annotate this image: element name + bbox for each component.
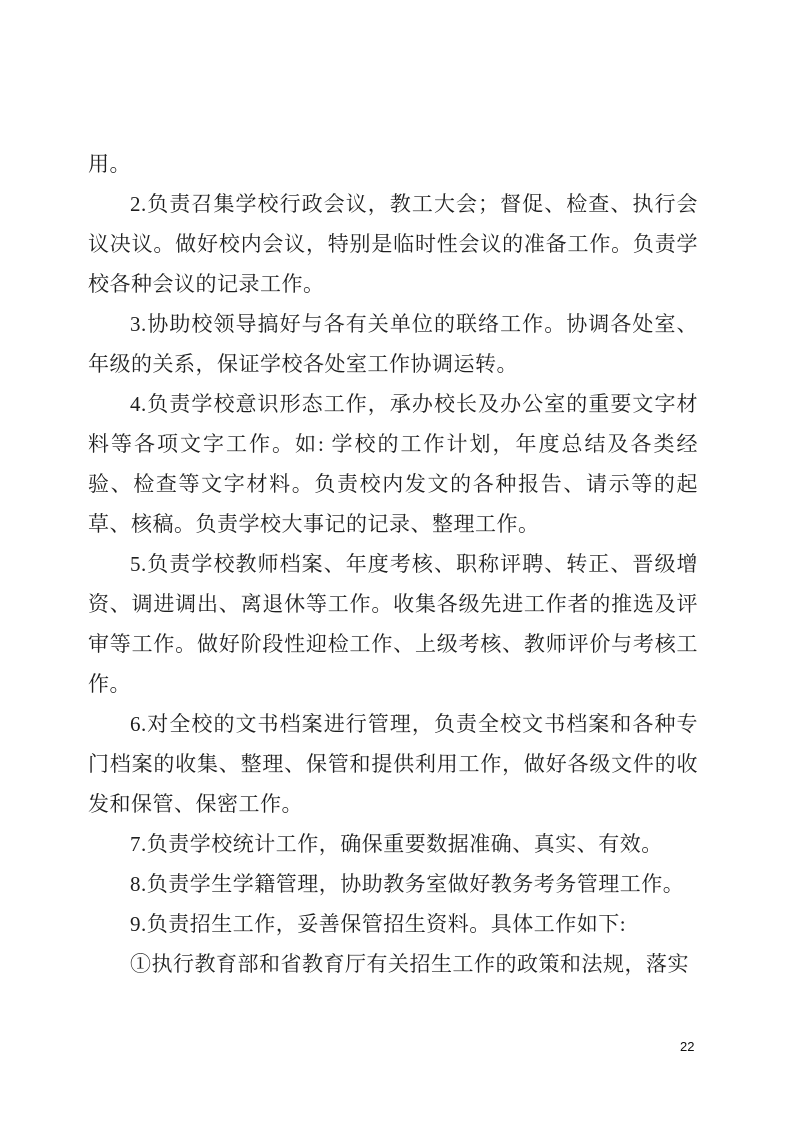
page-number: 22 [680, 1039, 695, 1054]
paragraph: 用。 [88, 152, 131, 176]
paragraph: 8.负责学生学籍管理，协助教务室做好教务考务管理工作。 [130, 872, 685, 896]
paragraph: 6.对全校的文书档案进行管理，负责全校文书档案和各种专门档案的收集、整理、保管和提供利用工作，做好各级文件的收发和保管、保密工作。 [88, 712, 698, 816]
paragraph: 4.负责学校意识形态工作，承办校长及办公室的重要文字材料等各项文字工作。如: 学校的工作计划，年度总结及各类经验、检查等文字材料。负责校内发文的各种报告、请示等的起草、核稿。负责学校大事记的记录、整理工作。 [88, 392, 698, 536]
paragraph: ①执行教育部和省教育厅有关招生工作的政策和法规，落实 [130, 952, 689, 976]
paragraph: 5.负责学校教师档案、年度考核、职称评聘、转正、晋级增资、调进调出、离退休等工作。收集各级先进工作者的推选及评审等工作。做好阶段性迎检工作、上级考核、教师评价与考核工作。 [88, 552, 698, 696]
paragraph: 3.协助校领导搞好与各有关单位的联络工作。协调各处室、年级的关系，保证学校各处室工作协调运转。 [88, 312, 698, 376]
paragraph: 7.负责学校统计工作，确保重要数据准确、真实、有效。 [130, 832, 663, 856]
paragraph: 9.负责招生工作，妥善保管招生资料。具体工作如下: [130, 912, 627, 936]
document-body [88, 144, 698, 984]
paragraph: 2.负责召集学校行政会议，教工大会；督促、检查、执行会议决议。做好校内会议，特别是临时性会议的准备工作。负责学校各种会议的记录工作。 [88, 192, 698, 296]
